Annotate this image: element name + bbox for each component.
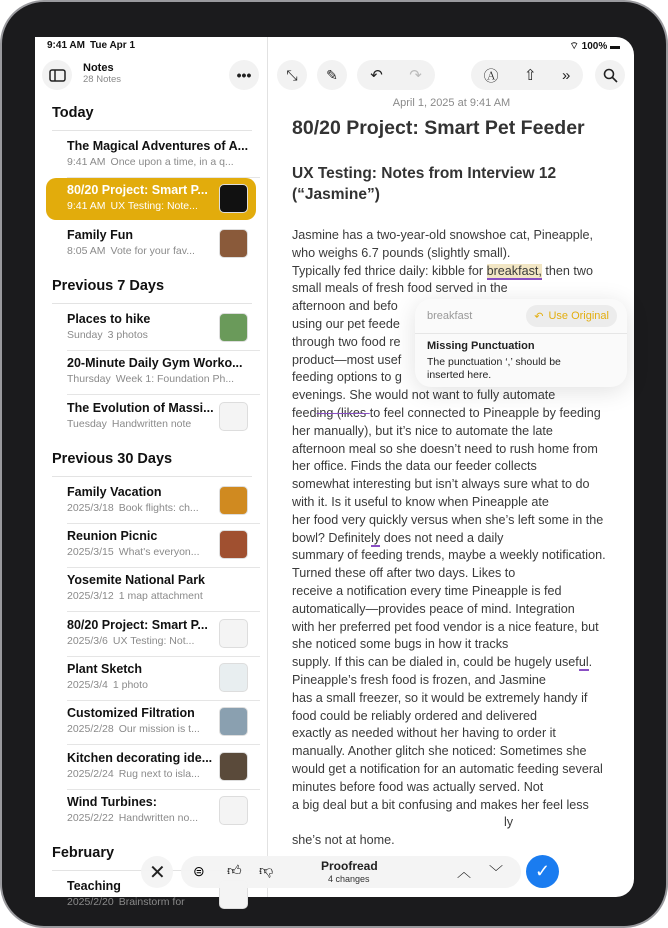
note-line: Pineapple’s fresh food is frozen, and Jasmine xyxy=(292,672,546,687)
note-line: Typically fed thrice daily: kibble for breakfast, then two xyxy=(292,263,594,278)
note-item-title: The Magical Adventures of A... xyxy=(67,139,249,153)
screen xyxy=(35,37,634,909)
note-item-title: 80/20 Project: Smart P... xyxy=(67,183,208,198)
divider xyxy=(52,476,252,477)
note-line: feeding options to g xyxy=(292,370,402,385)
suggestion-description: The punctuation ‘,’ should be inserted here. xyxy=(427,356,561,381)
undo-arrow-icon: ↶ xyxy=(534,310,544,323)
note-item-subtitle: Thursday Week 1: Foundation Ph... xyxy=(67,373,235,386)
note-thumbnail xyxy=(219,619,248,648)
notes-count: 28 Notes xyxy=(83,74,122,85)
note-item-subtitle: Tuesday Handwritten note xyxy=(67,417,192,430)
note-line: her manually), but it’s nice to automate the late xyxy=(292,423,553,438)
note-line: her office. Finds the data our feeder collects xyxy=(292,459,537,474)
compose-icon: ✎ xyxy=(326,66,338,83)
note-list-item[interactable] xyxy=(46,701,256,743)
note-item-subtitle: 2025/2/20 Brainstorm for xyxy=(67,896,185,909)
note-item-subtitle: 2025/3/6 UX Testing: Not... xyxy=(67,634,195,647)
note-line: a big deal but a bit confusing and makes her feel less xyxy=(292,797,589,812)
note-list-item[interactable] xyxy=(46,746,256,788)
note-list-item[interactable] xyxy=(46,568,256,610)
section-header: Previous 30 Days xyxy=(52,450,173,467)
note-item-subtitle: 9:41 AM Once upon a time, in a q... xyxy=(67,156,234,168)
note-heading[interactable]: UX Testing: Notes from Interview 12 (“Jasmine”) xyxy=(292,165,557,203)
note-thumbnail xyxy=(219,796,248,825)
note-line: small meals of fresh food served in the xyxy=(292,281,508,296)
new-note-button[interactable] xyxy=(317,60,347,90)
note-thumbnail xyxy=(219,486,248,515)
note-line: exactly as needed without her having to order it xyxy=(292,726,556,741)
note-thumbnail xyxy=(219,752,248,781)
expand-arrows-icon: ⤡ xyxy=(286,66,298,83)
previous-change-button[interactable]: ︿ xyxy=(457,864,471,880)
note-editor xyxy=(269,37,634,897)
note-thumbnail xyxy=(219,530,248,559)
note-line: she’s not at home. xyxy=(292,833,395,848)
undo-redo-group xyxy=(357,60,435,90)
note-item-subtitle: 2025/3/12 1 map attachment xyxy=(67,590,203,603)
more-tools-icon[interactable]: » xyxy=(561,66,571,84)
undo-icon[interactable]: ↶ xyxy=(370,67,383,84)
note-thumbnail xyxy=(219,313,248,342)
note-line: who weighs 6.7 pounds (slightly small). xyxy=(292,245,511,260)
proofread-suggestion-popover xyxy=(415,299,627,387)
note-item-subtitle: 2025/3/18 Book flights: ch... xyxy=(67,501,199,514)
note-item-title: Customized Filtration xyxy=(67,706,195,721)
more-button[interactable] xyxy=(229,60,259,90)
note-item-title: Teaching xyxy=(67,879,121,894)
note-line: Turned these off after two days. Likes to xyxy=(292,566,516,581)
note-line: afternoon and befo xyxy=(292,299,398,314)
note-date: April 1, 2025 at 9:41 AM xyxy=(392,97,511,109)
note-item-subtitle: 9:41 AM UX Testing: Note... xyxy=(67,200,198,213)
note-item-title: Reunion Picnic xyxy=(67,529,158,544)
expand-button[interactable] xyxy=(277,60,307,90)
close-icon: ✕ xyxy=(149,862,166,884)
note-line: evenings. She would not want to fully automate xyxy=(292,388,556,403)
flagged-word[interactable]: breakfast, xyxy=(486,263,542,278)
note-list-item[interactable] xyxy=(46,351,256,393)
note-item-title: 20-Minute Daily Gym Worko... xyxy=(67,356,243,371)
note-item-title: Places to hike xyxy=(67,311,151,326)
markup-pen-icon[interactable]: Ⓐ xyxy=(483,67,499,85)
note-item-title: Family Fun xyxy=(67,227,133,242)
note-line: minutes before food was actually served. Not xyxy=(292,779,544,794)
note-thumbnail xyxy=(219,184,248,213)
sidebar-icon xyxy=(49,69,66,82)
share-icon[interactable]: ⇧ xyxy=(524,67,537,84)
note-item-title: Kitchen decorating ide... xyxy=(67,750,213,765)
note-item-title: Plant Sketch xyxy=(67,662,143,676)
ellipsis-icon: ••• xyxy=(236,67,252,83)
note-line: feeding (likes to feel connected to Pineapple by feeding xyxy=(292,405,601,420)
proofread-changes: 4 changes xyxy=(328,874,370,884)
divider xyxy=(415,333,627,334)
note-item-subtitle: 8:05 AM Vote for your fav... xyxy=(67,244,195,257)
thumbs-up-icon[interactable]: 👍︎ xyxy=(227,862,242,878)
section-header: Previous 7 Days xyxy=(52,277,165,294)
proofread-toolbar xyxy=(181,856,521,888)
note-line: would get a notification for an automatic feeding several xyxy=(292,761,603,776)
search-button[interactable] xyxy=(595,60,625,90)
note-item-subtitle: 2025/2/28 Our mission is t... xyxy=(67,723,200,736)
status-time: 9:41 AM xyxy=(47,40,85,51)
note-list-item[interactable] xyxy=(46,480,256,522)
note-item-title: Wind Turbines: xyxy=(67,794,157,809)
accept-proofread-button[interactable] xyxy=(526,855,559,888)
note-line: food could be reliably ordered and delivered xyxy=(292,708,538,723)
thumbs-down-icon[interactable]: 👎︎ xyxy=(259,862,274,878)
note-list-item[interactable] xyxy=(46,223,256,265)
search-icon xyxy=(603,68,618,83)
note-list-item[interactable] xyxy=(46,178,256,220)
note-list-item[interactable] xyxy=(46,790,256,832)
note-line: through two food re xyxy=(292,334,401,349)
proofread-title: Proofread xyxy=(321,859,378,873)
battery-status: ⌔ 100% ▬ xyxy=(569,41,620,52)
note-list-item[interactable] xyxy=(46,396,256,438)
status-date: Tue Apr 1 xyxy=(90,40,136,51)
note-line: somewhat interesting but isn’t always sure what to do xyxy=(292,477,590,492)
note-list-item[interactable] xyxy=(46,613,256,655)
note-item-subtitle: 2025/3/4 1 photo xyxy=(67,679,148,691)
note-item-subtitle: 2025/2/24 Rug next to isla... xyxy=(67,767,200,780)
note-item-title: Yosemite National Park xyxy=(67,573,206,588)
note-line: Jasmine has a two-year-old snowshoe cat, Pineapple, xyxy=(292,228,594,242)
note-thumbnail xyxy=(219,402,248,431)
note-thumbnail xyxy=(219,663,248,692)
note-line: with her preferred pet food vendor is a nice feature, but xyxy=(292,619,599,634)
note-item-subtitle: 2025/2/22 Handwritten no... xyxy=(67,811,199,824)
note-list-item[interactable] xyxy=(46,524,256,566)
note-item-subtitle: 2025/3/15 What's everyon... xyxy=(67,546,200,559)
note-line: product—most usef xyxy=(292,352,402,367)
suggestion-title: Missing Punctuation xyxy=(427,340,535,352)
summary-icon[interactable]: ⊜ xyxy=(193,863,205,879)
flagged-word[interactable]: ul xyxy=(578,655,589,670)
note-line: supply. If this can be dialed in, could be hugely useful. xyxy=(292,655,593,670)
section-header: February xyxy=(52,845,115,862)
original-word: breakfast xyxy=(427,310,473,322)
redo-icon[interactable]: ↷ xyxy=(409,67,422,84)
use-original-button[interactable]: ↶ Use Original xyxy=(526,305,617,327)
note-line: bowl? Definitely does not need a daily xyxy=(292,530,504,545)
note-line: she noticed some bugs in how it tracks xyxy=(292,637,509,652)
note-item-title: 80/20 Project: Smart P... xyxy=(67,617,208,632)
note-line: her food very quickly versus when she’s left some in the xyxy=(292,512,604,527)
sidebar-title: Notes xyxy=(83,62,114,74)
note-thumbnail xyxy=(219,229,248,258)
tools-group xyxy=(471,60,583,90)
note-line: manually. Another glitch she noticed: Sometimes she xyxy=(292,744,587,759)
note-item-title: The Evolution of Massi... xyxy=(67,400,214,415)
checkmark-icon: ✓ xyxy=(534,861,551,881)
note-list-item[interactable] xyxy=(46,657,256,699)
notes-sidebar xyxy=(35,37,268,909)
close-proofread-button[interactable] xyxy=(141,856,173,888)
note-title[interactable]: 80/20 Project: Smart Pet Feeder xyxy=(292,117,585,139)
note-line: has a small freezer, so it would be extremely handy if xyxy=(292,690,588,705)
note-line: afternoon meal so she doesn’t need to rush home from xyxy=(292,441,598,456)
note-line: summary of feeding trends, maybe a weekly notification. xyxy=(292,548,606,563)
divider xyxy=(52,303,252,304)
note-line: automatically—provides peace of mind. Integration xyxy=(292,601,575,616)
note-list-item[interactable] xyxy=(46,134,256,176)
removed-text[interactable]: ing (likes xyxy=(316,405,370,420)
flagged-word[interactable]: ly xyxy=(371,530,381,545)
note-list-item[interactable] xyxy=(46,307,256,349)
divider xyxy=(52,130,252,131)
next-change-button[interactable]: ﹀ xyxy=(489,864,503,880)
note-line: with it. Is it useful to know when Pineapple ate xyxy=(292,494,549,509)
note-item-subtitle: Sunday 3 photos xyxy=(67,328,148,341)
note-thumbnail xyxy=(219,707,248,736)
section-header: Today xyxy=(52,105,94,121)
note-line: receive a notification every time Pineapple is fed xyxy=(292,583,562,598)
note-line: using our pet feede xyxy=(292,316,400,331)
sidebar-toggle-button[interactable] xyxy=(42,60,72,90)
note-item-title: Family Vacation xyxy=(67,484,162,499)
note-line: ly xyxy=(504,815,514,830)
